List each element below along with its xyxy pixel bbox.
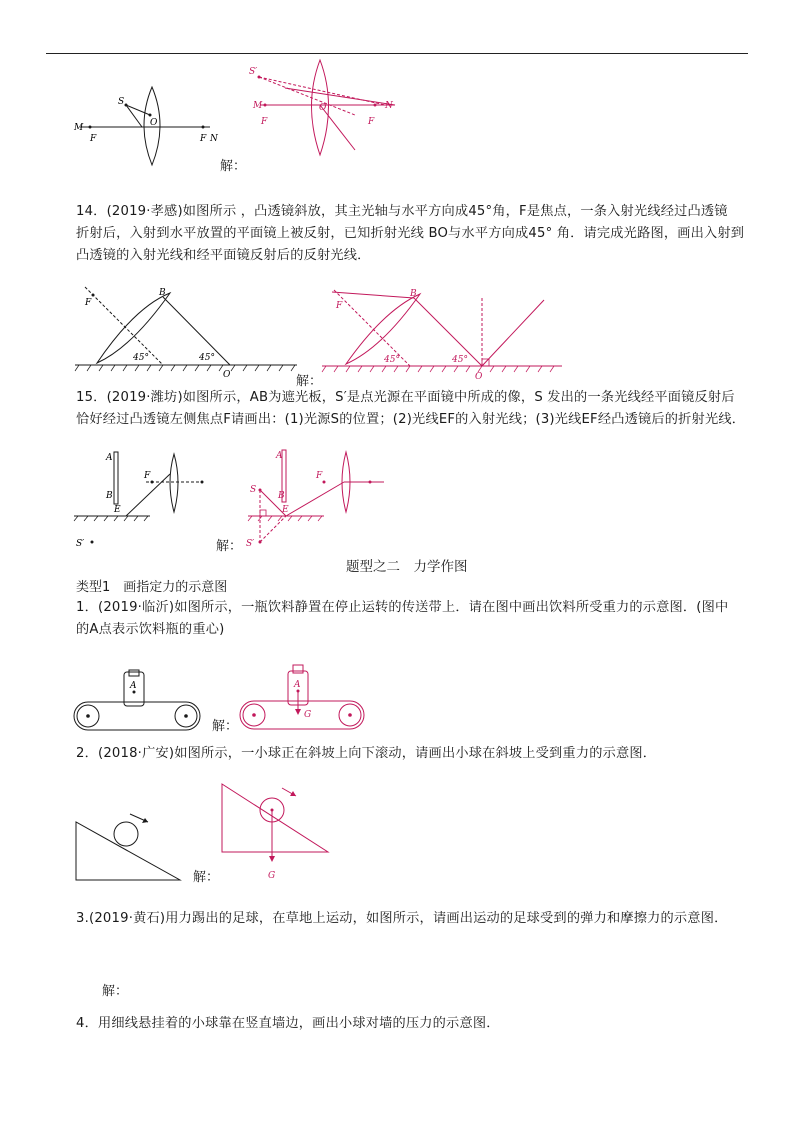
mq1-label-A: A (130, 681, 137, 691)
q14-line-3: 凸透镜的入射光线和经平面镜反射后的反射光线． (76, 248, 371, 263)
q14a-label-B: B (410, 289, 417, 299)
mech-q1-answer-label: 解： (212, 719, 239, 734)
q15a-label-F: F (316, 471, 323, 481)
mech-q1-line-1: 1．(2019·临沂)如图所示，一瓶饮料静置在停止运转的传送带上．请在图中画出饮料所受重力的示意图．(图中 (76, 600, 729, 615)
mq2a-label-G: G (268, 871, 276, 881)
mech-q2-answer-figure (218, 782, 333, 882)
q14-label-45a: 45° (133, 353, 149, 363)
q13a-label-F2: F (368, 117, 375, 127)
q15-label-Sprime: S′ (76, 539, 85, 549)
q14-line-1: 14．(2019·孝感)如图所示 ，凸透镜斜放，其主光轴与水平方向成45°角，F是焦点，一条入射光线经过凸透镜 (76, 204, 728, 219)
mech-q3-answer-label: 解： (102, 984, 129, 999)
mech-q1-text (76, 597, 756, 641)
mech-q2-answer-label: 解： (193, 870, 220, 885)
q14a-label-O: O (475, 372, 483, 382)
q13-answer-figure (245, 60, 405, 160)
q13-label-M: M (74, 123, 84, 133)
q13a-label-Sprime: S′ (249, 67, 258, 77)
q13a-label-M: M (253, 101, 263, 111)
section-title: 题型之二 力学作图 (346, 559, 468, 575)
q15-text (76, 387, 756, 431)
q15a-label-B: B (278, 491, 285, 501)
q15-label-B: B (106, 491, 113, 501)
q15-answer-label: 解： (216, 539, 243, 554)
mq1a-label-G: G (304, 710, 312, 720)
q13-answer-label: 解： (220, 159, 247, 174)
q13a-label-N: N (385, 101, 393, 111)
q15-line-1: 15．(2019·潍坊)如图所示，AB为遮光板，S′是点光源在平面镜中所成的像，S 发出的一条光线经平面镜反射后 (76, 390, 735, 405)
mech-q2-text: 2．(2018·广安)如图所示，一小球正在斜坡上向下滚动，请画出小球在斜坡上受到重力的示意图． (76, 746, 657, 761)
q13-figure (70, 85, 220, 170)
q15a-label-Sprime: S′ (246, 539, 255, 549)
q14-label-O: O (223, 370, 231, 380)
q15-answer-figure (244, 448, 384, 548)
mech-q3-text: 3.(2019·黄石)用力踢出的足球，在草地上运动，如图所示，请画出运动的足球受到的弹力和摩擦力的示意图． (76, 911, 728, 926)
q14-label-F: F (85, 298, 92, 308)
type-title: 类型1 画指定力的示意图 (76, 580, 228, 595)
q14a-label-45a: 45° (384, 355, 400, 365)
q13-label-N: N (210, 134, 218, 144)
q14-text (76, 201, 756, 267)
q14-answer-figure (322, 288, 567, 383)
q14a-label-45b: 45° (452, 355, 468, 365)
mech-q2-figure (74, 812, 184, 882)
q15-label-F: F (144, 471, 151, 481)
q13-label-F2: F (200, 134, 207, 144)
mech-q4-text: 4．用细线悬挂着的小球靠在竖直墙边，画出小球对墙的压力的示意图． (76, 1016, 500, 1031)
mq1a-label-A: A (294, 680, 301, 690)
q15a-label-A: A (276, 451, 283, 461)
q13-label-F1: F (90, 134, 97, 144)
q14-line-2: 折射后，入射到水平放置的平面镜上被反射，已知折射光线 BO与水平方向成45° 角．请完成光路图，画出入射到 (76, 226, 745, 241)
q15-label-A: A (106, 453, 113, 463)
mech-q1-figure (72, 670, 207, 735)
q15-label-E: E (114, 505, 121, 515)
mech-q1-answer-figure (238, 665, 368, 735)
q14-figure (75, 285, 300, 380)
q13a-label-O: O (319, 103, 327, 113)
q15-line-2: 恰好经过凸透镜左侧焦点F请画出：(1)光源S的位置；(2)光线EF的入射光线；(3)光线EF经凸透镜后的折射光线． (76, 412, 746, 427)
q15a-label-S: S (250, 485, 257, 495)
q15a-label-E: E (282, 505, 289, 515)
q14a-label-F: F (336, 301, 343, 311)
q15-figure (70, 450, 210, 550)
q13-label-S: S (118, 97, 125, 107)
q14-label-B: B (159, 288, 166, 298)
mech-q1-line-2: 的A点表示饮料瓶的重心) (76, 622, 225, 637)
q13-label-O: O (150, 118, 158, 128)
q13a-label-F1: F (261, 117, 268, 127)
q14-label-45b: 45° (199, 353, 215, 363)
header-rule (46, 53, 748, 54)
q14-answer-label: 解： (296, 374, 323, 389)
